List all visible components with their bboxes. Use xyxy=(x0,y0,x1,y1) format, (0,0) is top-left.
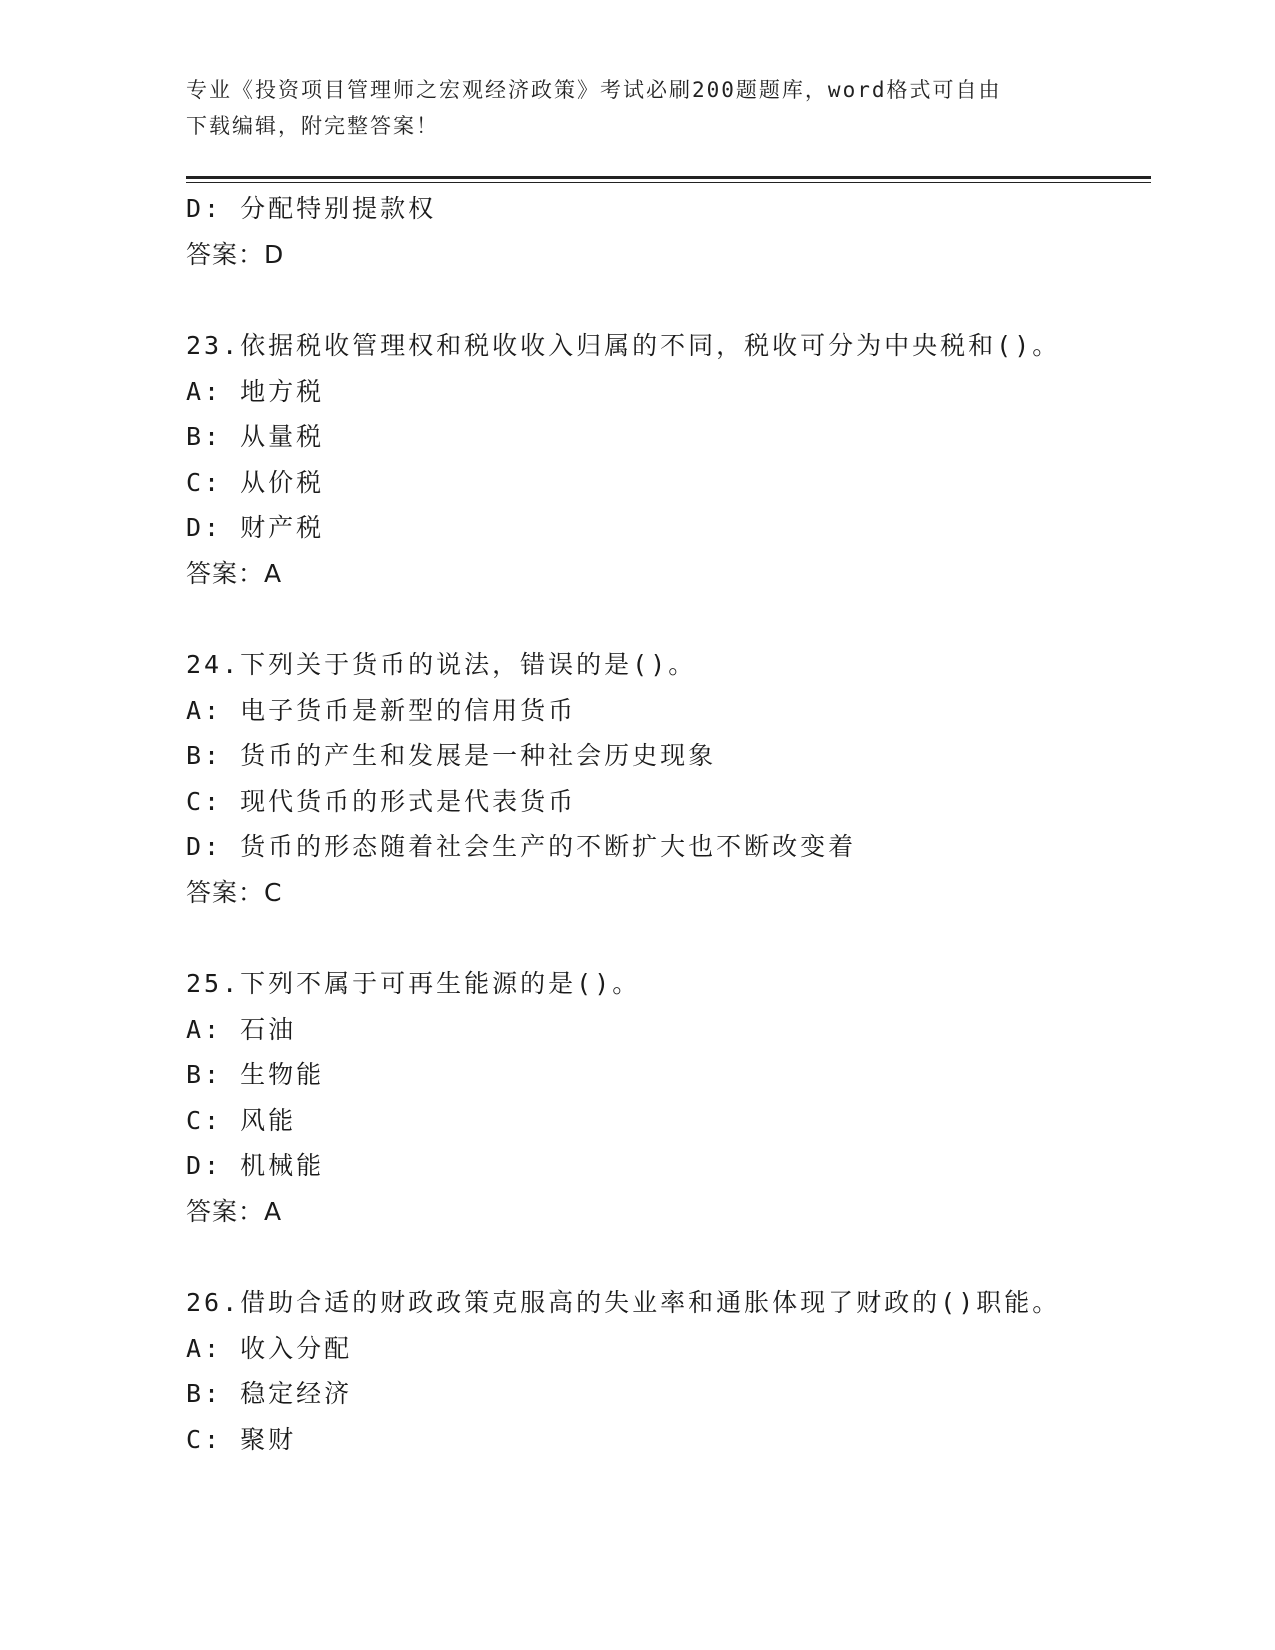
document-header xyxy=(186,72,1066,144)
answer: 答案：C xyxy=(186,877,283,907)
question-24 xyxy=(186,642,1151,915)
answer: 答案：A xyxy=(186,558,283,588)
header-divider-thick xyxy=(186,176,1151,179)
question-list xyxy=(186,186,1151,1462)
option-d: D: 财产税 xyxy=(186,513,325,542)
spacer xyxy=(186,1234,1151,1280)
option-d: D: 货币的形态随着社会生产的不断扩大也不断改变着 xyxy=(186,832,857,861)
option-c: C: 风能 xyxy=(186,1105,297,1135)
question-stem: 25.下列不属于可再生能源的是()。 xyxy=(186,969,641,998)
question-stem: 26.借助合适的财政政策克服高的失业率和通胀体现了财政的()职能。 xyxy=(186,1288,1061,1317)
answer: 答案：A xyxy=(186,1196,283,1226)
option-a: A: 电子货币是新型的信用货币 xyxy=(186,695,577,725)
header-line-1: 专业《投资项目管理师之宏观经济政策》考试必刷200题题库，word格式可自由 xyxy=(186,78,1002,102)
header-divider-thin xyxy=(186,182,1151,183)
spacer xyxy=(186,915,1151,961)
question-stem: 24.下列关于货币的说法，错误的是()。 xyxy=(186,650,697,679)
question-26 xyxy=(186,1280,1151,1462)
option-a: A: 地方税 xyxy=(186,376,325,406)
option-c: C: 现代货币的形式是代表货币 xyxy=(186,786,577,816)
question-25 xyxy=(186,961,1151,1234)
option-c: C: 从价税 xyxy=(186,467,325,497)
option-b: B: 生物能 xyxy=(186,1060,325,1089)
answer: 答案：D xyxy=(186,239,285,269)
question-23 xyxy=(186,323,1151,596)
option-d: D: 机械能 xyxy=(186,1151,325,1180)
option-b: B: 货币的产生和发展是一种社会历史现象 xyxy=(186,741,717,770)
question-22 xyxy=(186,186,1151,277)
question-stem: 23.依据税收管理权和税收收入归属的不同，税收可分为中央税和()。 xyxy=(186,331,1061,360)
option-a: A: 石油 xyxy=(186,1014,297,1044)
spacer xyxy=(186,596,1151,642)
option-a: A: 收入分配 xyxy=(186,1333,353,1363)
header-line-2: 下载编辑，附完整答案！ xyxy=(186,114,439,138)
option-c: C: 聚财 xyxy=(186,1424,297,1454)
option-b: B: 稳定经济 xyxy=(186,1379,353,1408)
spacer xyxy=(186,277,1151,323)
option-d: D: 分配特别提款权 xyxy=(186,194,437,223)
option-b: B: 从量税 xyxy=(186,422,325,451)
